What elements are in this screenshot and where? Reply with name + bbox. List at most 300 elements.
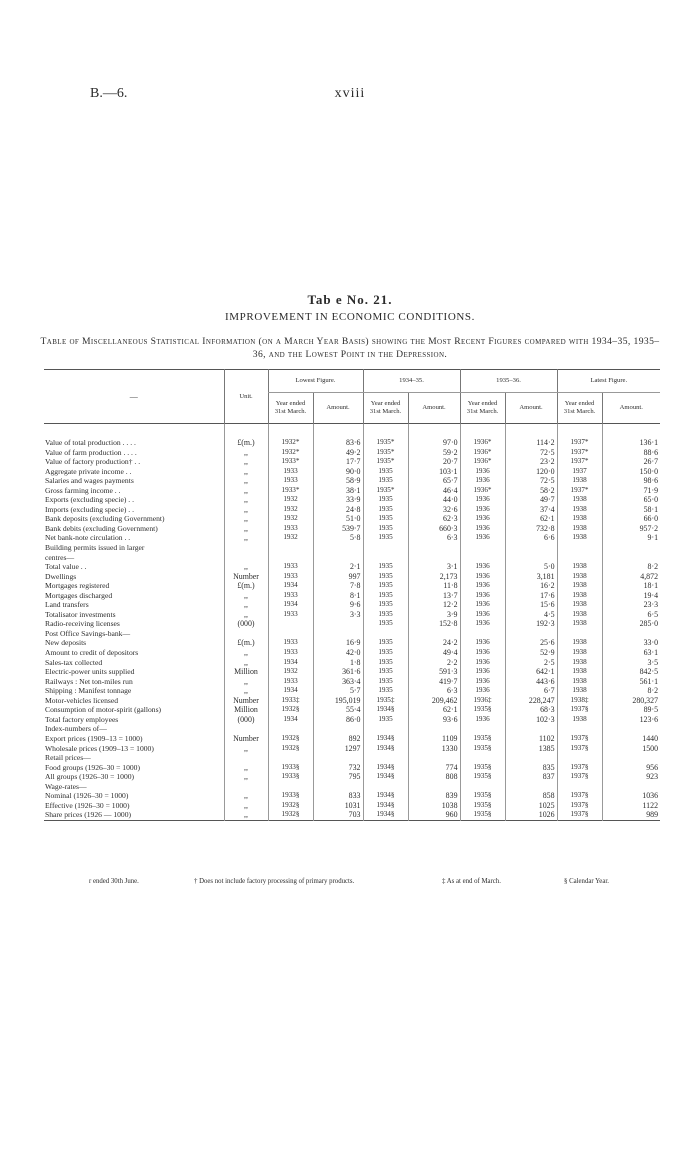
page-ref: B.—6. (90, 86, 128, 101)
item-column-header: — (129, 391, 138, 401)
amount-cell: 25·6 (505, 638, 557, 648)
amount-cell: 38·1 (313, 486, 363, 496)
year-cell: 1932* (268, 424, 313, 448)
amount-cell: 55·4 (313, 705, 363, 715)
row-label: Radio-receiving licenses (45, 619, 120, 629)
year-cell: 1935§ (460, 801, 505, 811)
amount-cell: 8·2 (602, 562, 660, 572)
amount-cell (505, 753, 557, 763)
year-cell: 1937§ (557, 791, 602, 801)
unit-cell: ,, (224, 648, 268, 658)
year-cell (268, 619, 313, 629)
table-row (44, 581, 660, 591)
year-cell: 1933§ (268, 772, 313, 782)
year-cell: 1938 (557, 533, 602, 543)
unit-cell (224, 753, 268, 763)
amount-cell: 49·2 (313, 448, 363, 458)
amount-cell: 892 (313, 734, 363, 744)
row-label: Amount to credit of depositors (45, 648, 139, 658)
amount-cell: 7·8 (313, 581, 363, 591)
table-row (44, 772, 660, 782)
amount-cell: 5·7 (313, 686, 363, 696)
amount-cell (602, 724, 660, 734)
year-cell: 1936 (460, 638, 505, 648)
row-label: Gross farming income . . (45, 485, 121, 495)
year-cell (460, 782, 505, 792)
row-label: Food groups (1926–30 = 1000) (45, 762, 140, 772)
amount-cell (505, 543, 557, 553)
unit-cell: ,, (224, 686, 268, 696)
amount-cell: 361·6 (313, 667, 363, 677)
amount-cell: 11·8 (408, 581, 460, 591)
year-cell: 1935‡ (363, 696, 408, 706)
amount-cell: 62·1 (408, 705, 460, 715)
year-cell: 1933§ (268, 791, 313, 801)
year-cell: 1934 (268, 715, 313, 725)
amount-cell: 774 (408, 763, 460, 773)
unit-cell: ,, (224, 744, 268, 754)
year-cell: 1936 (460, 572, 505, 582)
year-cell: 1937§ (557, 801, 602, 811)
amount-cell (505, 553, 557, 563)
amount-cell: 13·7 (408, 591, 460, 601)
amount-cell: 3,181 (505, 572, 557, 582)
table-description: Table of Miscellaneous Statistical Information (on a March Year Basis) showing the Most Recent Figures compared with 1934–35, 1935–36, and the Lowest Point in the Depression. (40, 336, 660, 360)
year-cell: 1937§ (557, 763, 602, 773)
year-cell: 1935* (363, 424, 408, 448)
year-cell: 1936 (460, 581, 505, 591)
amount-cell: 997 (313, 572, 363, 582)
amount-cell: 642·1 (505, 667, 557, 677)
amount-cell: 59·2 (408, 448, 460, 458)
row-label: New deposits (45, 638, 87, 648)
amount-cell: 62·1 (505, 514, 557, 524)
amount-header: Amount. (408, 393, 460, 424)
year-cell: 1933 (268, 638, 313, 648)
row-label: Mortgages registered (45, 581, 110, 591)
unit-cell: Million (224, 705, 268, 715)
year-cell (557, 753, 602, 763)
amount-cell (602, 629, 660, 639)
amount-cell: 51·0 (313, 514, 363, 524)
unit-cell: ,, (224, 801, 268, 811)
amount-cell: 703 (313, 810, 363, 820)
year-cell: 1935 (363, 572, 408, 582)
amount-cell: 808 (408, 772, 460, 782)
year-cell (363, 724, 408, 734)
year-cell (557, 782, 602, 792)
table-row (44, 476, 660, 486)
year-cell: 1938 (557, 677, 602, 687)
amount-cell: 72·5 (505, 476, 557, 486)
table-row (44, 562, 660, 572)
row-label: Share prices (1926 — 1000) (45, 810, 132, 820)
amount-cell (505, 629, 557, 639)
year-cell: 1938 (557, 524, 602, 534)
unit-cell (224, 782, 268, 792)
year-cell: 1935 (363, 638, 408, 648)
page-number: xviii (334, 86, 366, 101)
year-cell: 1937§ (557, 744, 602, 754)
unit-cell: ,, (224, 772, 268, 782)
year-cell: 1937§ (557, 705, 602, 715)
row-label: Index-numbers of— (45, 724, 107, 734)
amount-cell: 228,247 (505, 696, 557, 706)
row-label: Salaries and wages payments (45, 476, 134, 486)
year-cell: 1935* (363, 486, 408, 496)
year-cell: 1938 (557, 667, 602, 677)
unit-cell (224, 543, 268, 553)
year-cell: 1935* (363, 457, 408, 467)
row-label: Net bank-note circulation . . (45, 533, 131, 543)
amount-cell: 2·1 (313, 562, 363, 572)
year-cell: 1935 (363, 686, 408, 696)
year-cell: 1932§ (268, 744, 313, 754)
year-cell: 1932 (268, 495, 313, 505)
amount-cell: 1·8 (313, 658, 363, 668)
amount-cell: 660·3 (408, 524, 460, 534)
year-cell (268, 543, 313, 553)
table-title: Tab e No. 21. (307, 292, 393, 307)
unit-cell: £(m.) (224, 581, 268, 591)
amount-cell: 120·0 (505, 467, 557, 477)
year-cell: 1934 (268, 658, 313, 668)
year-cell (557, 553, 602, 563)
year-cell (363, 782, 408, 792)
amount-cell: 17·7 (313, 457, 363, 467)
group-header-lowest: Lowest Figure. (268, 370, 363, 393)
amount-cell: 9·1 (602, 533, 660, 543)
amount-cell: 24·2 (408, 638, 460, 648)
table-row (44, 677, 660, 687)
row-label: Nominal (1926–30 = 1000) (45, 791, 129, 801)
amount-cell: 4,872 (602, 572, 660, 582)
year-cell: 1932 (268, 505, 313, 515)
amount-cell: 923 (602, 772, 660, 782)
year-cell: 1937§ (557, 772, 602, 782)
year-cell: 1935 (363, 581, 408, 591)
amount-cell: 989 (602, 810, 660, 820)
amount-cell: 102·3 (505, 715, 557, 725)
unit-cell: ,, (224, 677, 268, 687)
amount-cell: 26·7 (602, 457, 660, 467)
row-label: Value of farm production . . . . (45, 447, 137, 457)
year-cell: 1937* (557, 457, 602, 467)
row-label: Imports (excluding specie) . . (45, 504, 134, 514)
year-cell (363, 543, 408, 553)
year-cell: 1937 (557, 467, 602, 477)
year-cell: 1933§ (268, 763, 313, 773)
year-cell: 1935§ (460, 734, 505, 744)
amount-cell: 62·3 (408, 514, 460, 524)
unit-cell: ,, (224, 600, 268, 610)
year-cell: 1935 (363, 658, 408, 668)
table-row (44, 505, 660, 515)
year-cell: 1938 (557, 581, 602, 591)
amount-cell (505, 724, 557, 734)
amount-cell: 6·7 (505, 686, 557, 696)
amount-cell: 1297 (313, 744, 363, 754)
year-cell: 1935* (363, 448, 408, 458)
year-cell: 1935 (363, 715, 408, 725)
row-label: Motor-vehicles licensed (45, 695, 119, 705)
year-cell: 1938 (557, 562, 602, 572)
year-cell: 1934§ (363, 791, 408, 801)
year-cell: 1932 (268, 667, 313, 677)
amount-cell: 842·5 (602, 667, 660, 677)
amount-cell: 209,462 (408, 696, 460, 706)
year-cell: 1935 (363, 514, 408, 524)
table-row (44, 572, 660, 582)
amount-cell: 2,173 (408, 572, 460, 582)
table-row (44, 705, 660, 715)
year-cell: 1934 (268, 600, 313, 610)
table-row (44, 734, 660, 744)
amount-cell (408, 629, 460, 639)
year-cell: 1934§ (363, 810, 408, 820)
amount-cell: 858 (505, 791, 557, 801)
unit-cell: ,, (224, 486, 268, 496)
year-cell: 1936 (460, 495, 505, 505)
amount-cell: 1031 (313, 801, 363, 811)
year-cell: 1935 (363, 677, 408, 687)
amount-cell: 957·2 (602, 524, 660, 534)
amount-cell: 152·8 (408, 619, 460, 629)
year-cell: 1934§ (363, 744, 408, 754)
table-row (44, 715, 660, 725)
year-cell: 1935 (363, 476, 408, 486)
amount-cell: 72·5 (505, 448, 557, 458)
year-cell: 1935 (363, 619, 408, 629)
amount-cell: 419·7 (408, 677, 460, 687)
year-cell (268, 753, 313, 763)
year-cell: 1935 (363, 467, 408, 477)
table-row (44, 629, 660, 639)
year-cell: 1935§ (460, 763, 505, 773)
year-cell: 1938 (557, 648, 602, 658)
unit-cell (224, 553, 268, 563)
table-row (44, 457, 660, 467)
amount-cell: 89·5 (602, 705, 660, 715)
unit-cell: £(m.) (224, 638, 268, 648)
unit-cell (224, 629, 268, 639)
amount-cell: 3·3 (313, 610, 363, 620)
year-cell: 1933 (268, 591, 313, 601)
year-cell: 1937§ (557, 734, 602, 744)
year-cell: 1933 (268, 467, 313, 477)
year-cell: 1938 (557, 514, 602, 524)
year-cell: 1932§ (268, 801, 313, 811)
table-row (44, 801, 660, 811)
amount-cell: 52·9 (505, 648, 557, 658)
amount-cell: 33·9 (313, 495, 363, 505)
year-cell (268, 782, 313, 792)
year-cell: 1936* (460, 457, 505, 467)
year-cell: 1938 (557, 610, 602, 620)
amount-cell (408, 553, 460, 563)
unit-cell: ,, (224, 495, 268, 505)
year-cell: 1938 (557, 476, 602, 486)
unit-cell: Number (224, 696, 268, 706)
year-header: Year ended 31st March. (460, 393, 505, 424)
amount-cell: 18·1 (602, 581, 660, 591)
year-cell: 1934§ (363, 734, 408, 744)
amount-cell: 71·9 (602, 486, 660, 496)
table-row (44, 638, 660, 648)
amount-cell: 65·0 (602, 495, 660, 505)
row-label: Electric-power units supplied (45, 667, 135, 677)
amount-cell: 280,327 (602, 696, 660, 706)
unit-cell: ,, (224, 524, 268, 534)
amount-cell: 1385 (505, 744, 557, 754)
year-cell: 1936 (460, 476, 505, 486)
amount-cell: 66·0 (602, 514, 660, 524)
unit-cell: ,, (224, 562, 268, 572)
amount-cell: 591·3 (408, 667, 460, 677)
amount-cell: 63·1 (602, 648, 660, 658)
year-header: Year ended 31st March. (268, 393, 313, 424)
year-cell: 1938 (557, 715, 602, 725)
amount-cell (408, 543, 460, 553)
year-cell: 1933 (268, 610, 313, 620)
amount-header: Amount. (505, 393, 557, 424)
amount-cell: 837 (505, 772, 557, 782)
unit-cell: ,, (224, 457, 268, 467)
unit-column-header: Unit. (224, 370, 268, 424)
table-row (44, 686, 660, 696)
row-label: Dwellings (45, 571, 77, 581)
unit-cell: Number (224, 572, 268, 582)
year-cell: 1933 (268, 677, 313, 687)
amount-cell (313, 543, 363, 553)
amount-cell: 97·0 (408, 424, 460, 448)
row-label: Total factory employees (45, 714, 119, 724)
amount-cell: 3·1 (408, 562, 460, 572)
year-cell: 1935 (363, 610, 408, 620)
year-cell: 1935 (363, 600, 408, 610)
amount-cell: 1330 (408, 744, 460, 754)
amount-cell: 833 (313, 791, 363, 801)
year-cell (460, 724, 505, 734)
amount-cell: 49·4 (408, 648, 460, 658)
year-cell (460, 553, 505, 563)
unit-cell: £(m.) (224, 424, 268, 448)
amount-cell: 23·3 (602, 600, 660, 610)
year-cell: 1936 (460, 658, 505, 668)
year-cell: 1936 (460, 619, 505, 629)
year-cell: 1932 (268, 514, 313, 524)
amount-cell (313, 782, 363, 792)
year-cell: 1935 (363, 667, 408, 677)
table-row (44, 610, 660, 620)
amount-cell: 58·2 (505, 486, 557, 496)
table-row (44, 791, 660, 801)
year-cell: 1935 (363, 524, 408, 534)
amount-cell: 956 (602, 763, 660, 773)
year-cell (460, 543, 505, 553)
amount-cell: 58·9 (313, 476, 363, 486)
amount-cell: 49·7 (505, 495, 557, 505)
amount-cell: 2·5 (505, 658, 557, 668)
amount-cell: 93·6 (408, 715, 460, 725)
amount-cell: 83·6 (313, 424, 363, 448)
amount-cell: 114·2 (505, 424, 557, 448)
year-cell: 1936* (460, 486, 505, 496)
year-cell (363, 553, 408, 563)
table-row (44, 782, 660, 792)
table-row (44, 514, 660, 524)
unit-cell: (000) (224, 715, 268, 725)
row-label: Wage-rates— (45, 781, 87, 791)
row-label: Mortgages discharged (45, 590, 113, 600)
year-cell: 1936 (460, 562, 505, 572)
unit-cell (224, 724, 268, 734)
year-cell: 1933 (268, 572, 313, 582)
year-cell: 1935§ (460, 810, 505, 820)
group-header-latest: Latest Figure. (557, 370, 660, 393)
year-cell: 1936 (460, 600, 505, 610)
amount-cell (408, 753, 460, 763)
year-cell: 1933 (268, 562, 313, 572)
table-body (44, 424, 660, 821)
amount-cell: 443·6 (505, 677, 557, 687)
year-cell: 1935 (363, 648, 408, 658)
year-cell: 1934§ (363, 705, 408, 715)
amount-cell: 1025 (505, 801, 557, 811)
year-cell: 1932§ (268, 705, 313, 715)
amount-cell: 1109 (408, 734, 460, 744)
amount-header: Amount. (602, 393, 660, 424)
amount-cell: 23·2 (505, 457, 557, 467)
row-label: Land transfers (45, 600, 89, 610)
amount-cell: 16·9 (313, 638, 363, 648)
amount-cell: 98·6 (602, 476, 660, 486)
row-label: Railways : Net ton-miles run (45, 676, 133, 686)
year-cell: 1935§ (460, 791, 505, 801)
unit-cell: ,, (224, 476, 268, 486)
amount-cell: 1038 (408, 801, 460, 811)
year-cell: 1934§ (363, 772, 408, 782)
row-label: Retail prices— (45, 753, 91, 763)
year-cell: 1935 (363, 591, 408, 601)
unit-cell: ,, (224, 810, 268, 820)
year-cell (460, 629, 505, 639)
year-cell: 1936 (460, 505, 505, 515)
year-cell: 1932 (268, 533, 313, 543)
year-cell (268, 629, 313, 639)
amount-cell: 20·7 (408, 457, 460, 467)
footnote: § Calendar Year. (564, 878, 609, 885)
year-cell: 1935 (363, 505, 408, 515)
footnote: † Does not include factory processing of primary products. (194, 878, 355, 885)
amount-cell (602, 753, 660, 763)
year-cell: 1936 (460, 524, 505, 534)
year-cell: 1932* (268, 448, 313, 458)
amount-cell: 9·6 (313, 600, 363, 610)
year-cell: 1938 (557, 686, 602, 696)
amount-cell: 1026 (505, 810, 557, 820)
year-cell: 1936* (460, 424, 505, 448)
amount-cell: 561·1 (602, 677, 660, 687)
year-cell: 1936 (460, 467, 505, 477)
row-label: Export prices (1909–13 = 1000) (45, 733, 143, 743)
amount-cell: 42·0 (313, 648, 363, 658)
amount-cell: 6·6 (505, 533, 557, 543)
amount-cell: 3·5 (602, 658, 660, 668)
amount-cell: 68·3 (505, 705, 557, 715)
group-header-1935-36: 1935–36. (460, 370, 557, 393)
table-row (44, 553, 660, 563)
